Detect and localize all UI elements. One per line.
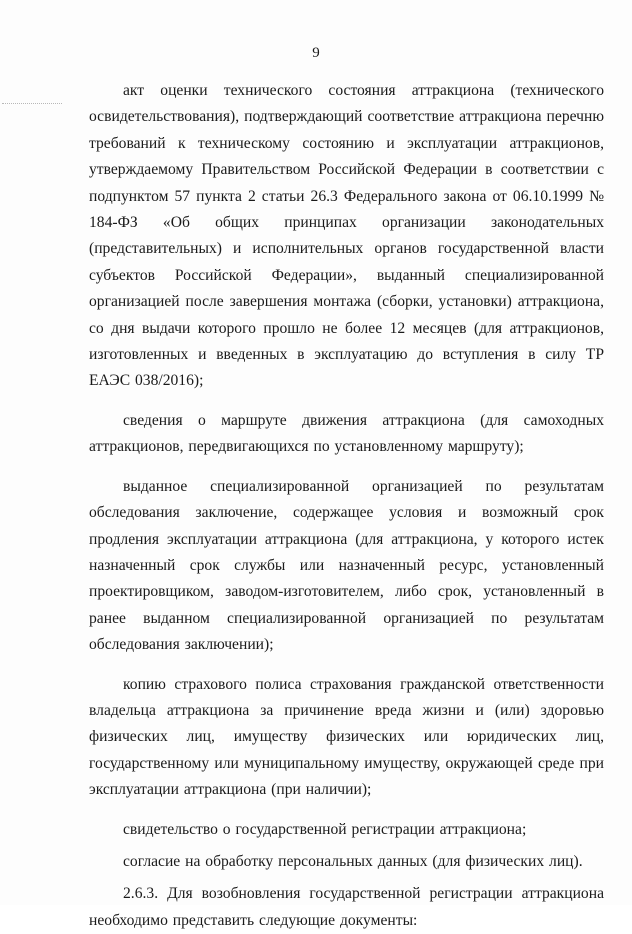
- paragraph-section-2-6-3: 2.6.3. Для возобновления государственной регистрации аттракциона необходимо представить следующие документы:: [89, 885, 604, 929]
- paragraph-insurance-policy: копию страхового полиса страхования гражданской ответственности владельца аттракциона за причинение вреда жизни и (или) здоровью физических лиц, имуществу физических или юридических лиц, государственному или муниципальному имуществу, окружающей среде при эксплуатации аттракциона (при наличии);: [89, 675, 604, 799]
- paragraph-personal-data-consent: согласие на обработку персональных данных (для физических лиц).: [123, 852, 583, 870]
- scan-artifact: [2, 103, 62, 106]
- paragraph-registration-certificate: свидетельство о государственной регистрации аттракциона;: [123, 820, 527, 838]
- paragraph-inspection-act: акт оценки технического состояния аттракциона (технического освидетельствования), подтверждающий соответствие аттракциона перечню требований к техническому состоянию и эксплуатации аттракционов, утверждаемому Правительством Российской Федерации в соответствии с подпунктом 57 пункта 2 статьи 26.3 Федерального закона от 06.10.1999 № 184-ФЗ «Об общих принципах организации законодательных (представительных) и исполнительных органов государственной власти субъектов Российской Федерации», выданный специализированной организацией после завершения монтажа (сборки, установки) аттракциона, со дня выдачи которого прошло не более 12 месяцев (для аттракционов, изготовленных и введенных в эксплуатацию до вступления в силу ТР ЕАЭС 038/2016);: [89, 82, 604, 390]
- paragraph-extension-conclusion: выданное специализированной организацией по результатам обследования заключение, содержащее условия и возможный срок продления эксплуатации аттракциона (для аттракциона, у которого истек назначенный срок службы или назначенный ресурс, установленный проектировщиком, заводом-изготовителем, либо срок, установленный в ранее выданном специализированной организацией по результатам обследования заключении);: [89, 477, 604, 654]
- page-number: 9: [312, 45, 320, 61]
- paragraph-route-info: сведения о маршруте движения аттракциона (для самоходных аттракционов, передвигающихся по установленному маршруту);: [89, 411, 604, 456]
- document-body: [89, 78, 604, 934]
